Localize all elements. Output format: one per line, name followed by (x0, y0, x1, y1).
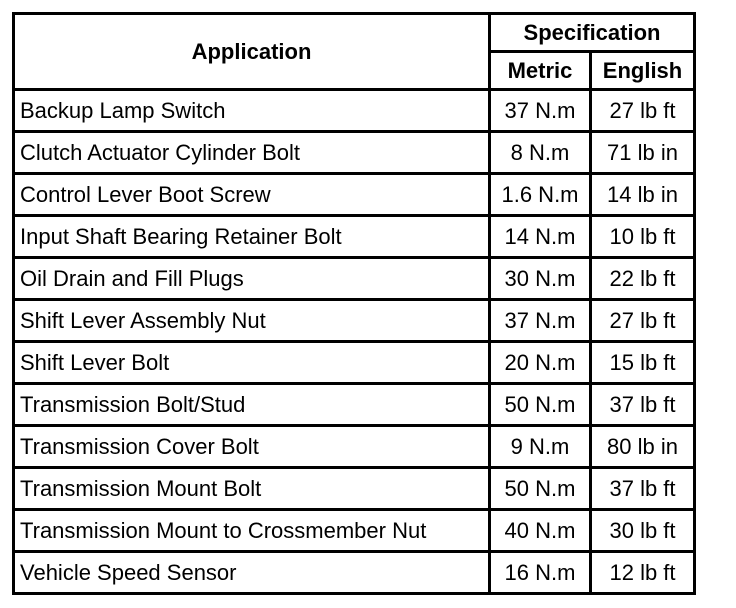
table-row (14, 174, 695, 216)
metric-value-cell: 14 N.m (490, 216, 591, 258)
metric-value-cell: 8 N.m (490, 132, 591, 174)
application-cell: Shift Lever Bolt (14, 342, 490, 384)
application-cell: Vehicle Speed Sensor (14, 552, 490, 594)
table-row (14, 342, 695, 384)
english-value-cell: 27 lb ft (591, 90, 695, 132)
application-cell: Transmission Mount Bolt (14, 468, 490, 510)
header-english: English (591, 52, 695, 90)
metric-value-cell: 16 N.m (490, 552, 591, 594)
metric-value-cell: 1.6 N.m (490, 174, 591, 216)
application-cell: Input Shaft Bearing Retainer Bolt (14, 216, 490, 258)
fastener-specification-table (12, 12, 696, 595)
table-row (14, 300, 695, 342)
header-metric: Metric (490, 52, 591, 90)
application-cell: Clutch Actuator Cylinder Bolt (14, 132, 490, 174)
table-row (14, 90, 695, 132)
table-row (14, 426, 695, 468)
english-value-cell: 71 lb in (591, 132, 695, 174)
header-application: Application (14, 14, 490, 90)
table-body (14, 90, 695, 594)
application-cell: Oil Drain and Fill Plugs (14, 258, 490, 300)
english-value-cell: 12 lb ft (591, 552, 695, 594)
table-row (14, 468, 695, 510)
table-row (14, 384, 695, 426)
table-row (14, 552, 695, 594)
english-value-cell: 27 lb ft (591, 300, 695, 342)
english-value-cell: 37 lb ft (591, 384, 695, 426)
table-row (14, 258, 695, 300)
english-value-cell: 30 lb ft (591, 510, 695, 552)
header-row-top (14, 14, 695, 52)
metric-value-cell: 37 N.m (490, 300, 591, 342)
table-row (14, 510, 695, 552)
application-cell: Transmission Mount to Crossmember Nut (14, 510, 490, 552)
metric-value-cell: 50 N.m (490, 468, 591, 510)
application-cell: Transmission Cover Bolt (14, 426, 490, 468)
metric-value-cell: 50 N.m (490, 384, 591, 426)
application-cell: Control Lever Boot Screw (14, 174, 490, 216)
metric-value-cell: 40 N.m (490, 510, 591, 552)
metric-value-cell: 30 N.m (490, 258, 591, 300)
english-value-cell: 15 lb ft (591, 342, 695, 384)
application-cell: Transmission Bolt/Stud (14, 384, 490, 426)
english-value-cell: 14 lb in (591, 174, 695, 216)
english-value-cell: 22 lb ft (591, 258, 695, 300)
header-specification: Specification (490, 14, 695, 52)
table-row (14, 132, 695, 174)
english-value-cell: 10 lb ft (591, 216, 695, 258)
english-value-cell: 37 lb ft (591, 468, 695, 510)
application-cell: Backup Lamp Switch (14, 90, 490, 132)
application-cell: Shift Lever Assembly Nut (14, 300, 490, 342)
table-row (14, 216, 695, 258)
metric-value-cell: 9 N.m (490, 426, 591, 468)
table-header (14, 14, 695, 90)
metric-value-cell: 20 N.m (490, 342, 591, 384)
english-value-cell: 80 lb in (591, 426, 695, 468)
metric-value-cell: 37 N.m (490, 90, 591, 132)
